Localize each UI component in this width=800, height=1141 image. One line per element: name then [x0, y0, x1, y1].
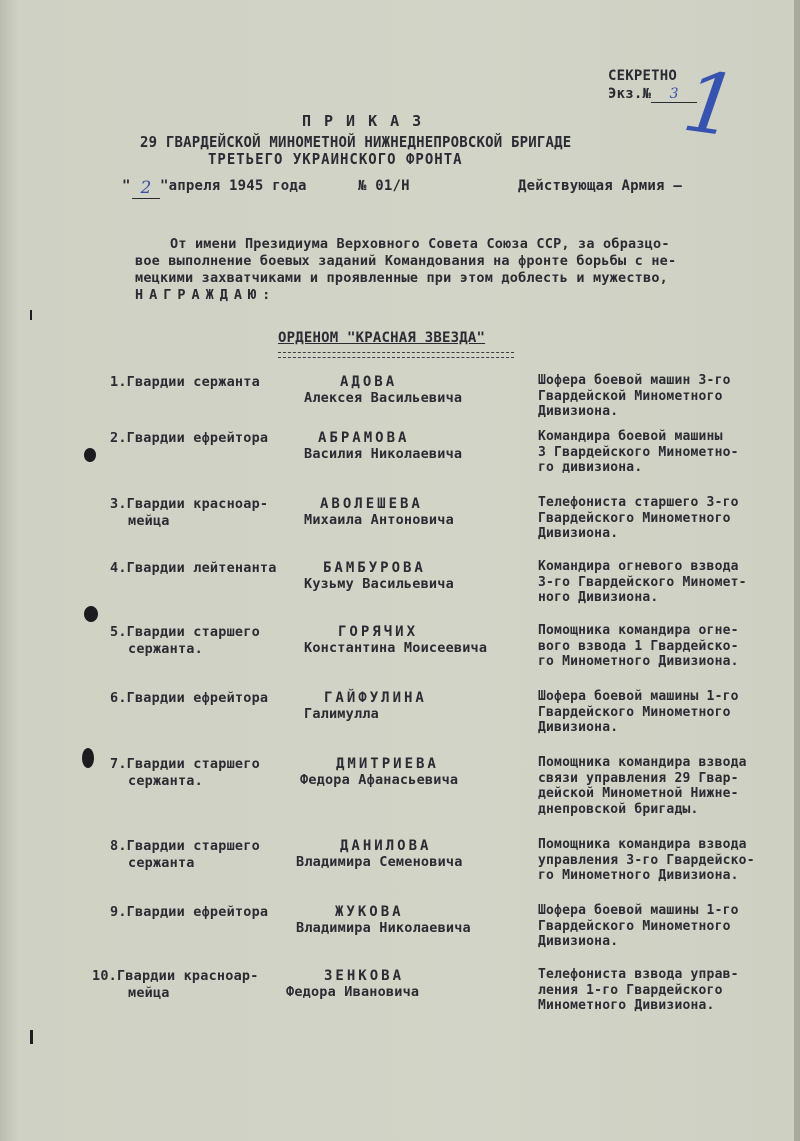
entry-given-name: Константина Моисеевича	[304, 640, 488, 656]
page-edge-shadow	[794, 0, 800, 1141]
entry-rank: сержанта.	[128, 641, 203, 657]
order-title: ПРИКАЗ	[302, 112, 435, 130]
entry-surname: АБРАМОВА	[318, 430, 410, 446]
entry-position: Шофера боевой машины 1-го Гвардейского Минометного Дивизиона.	[538, 903, 739, 949]
order-name-double-underline	[278, 352, 514, 358]
entry-surname: ЗЕНКОВА	[324, 968, 405, 984]
copy-label: Экз.№	[608, 86, 652, 102]
date-quote-open: "	[122, 178, 131, 194]
entry-position: Помощника командира огне- вого взвода 1 Гвардейско- го Минометного Дивизиона.	[538, 623, 739, 669]
entry-surname: ГОРЯЧИХ	[338, 624, 419, 640]
entry-rank: сержанта	[128, 855, 195, 871]
entry-rank: 10.Гвардии красноар-	[92, 968, 259, 984]
secret-label: СЕКРЕТНО	[608, 68, 678, 84]
entry-position: Телефониста взвода управ- ления 1-го Гвардейского Минометного Дивизиона.	[538, 967, 739, 1013]
award-word: НАГРАЖДАЮ:	[135, 287, 277, 303]
entry-rank: 6.Гвардии ефрейтора	[110, 690, 269, 706]
entry-rank: 5.Гвардии старшего	[110, 624, 260, 640]
entry-given-name: Василия Николаевича	[304, 446, 463, 462]
entry-rank: 9.Гвардии ефрейтора	[110, 904, 269, 920]
entry-rank: 8.Гвардии старшего	[110, 838, 260, 854]
copy-number: 3	[669, 86, 679, 102]
preamble-line-2: вое выполнение боевых заданий Командования на фронте борьбы с не-	[135, 253, 677, 269]
entry-rank: мейца	[128, 985, 170, 1001]
entry-rank: 1.Гвардии сержанта	[110, 374, 260, 390]
entry-given-name: Алексея Васильевича	[304, 390, 463, 406]
ink-blot	[84, 606, 98, 622]
entry-position: Шофера боевой машин 3-го Гвардейской Минометного Дивизиона.	[538, 373, 731, 419]
entry-surname: БАМБУРОВА	[323, 560, 426, 576]
entry-surname: АДОВА	[340, 374, 398, 390]
order-name: ОРДЕНОМ "КРАСНАЯ ЗВЕЗДА"	[278, 330, 486, 346]
entry-given-name: Владимира Семеновича	[296, 854, 463, 870]
entry-position: Телефониста старшего 3-го Гвардейского Минометного Дивизиона.	[538, 495, 739, 541]
entry-given-name: Федора Ивановича	[286, 984, 420, 1000]
entry-surname: ДМИТРИЕВА	[336, 756, 439, 772]
punch-mark	[30, 310, 32, 320]
order-number: № 01/Н	[358, 178, 410, 194]
preamble-line-1: От имени Президиума Верховного Совета Союза ССР, за образцо-	[170, 236, 670, 252]
date-day: 2	[140, 178, 152, 198]
preamble-line-3: мецкими захватчиками и проявленные при этом доблесть и мужество,	[135, 270, 668, 286]
entry-surname: ГАЙФУЛИНА	[324, 690, 427, 706]
entry-given-name: Федора Афанасьевича	[300, 772, 459, 788]
entry-given-name: Кузьму Васильевича	[304, 576, 454, 592]
date-month-year: "апреля 1945 года	[160, 178, 307, 194]
entry-rank: 2.Гвардии ефрейтора	[110, 430, 269, 446]
entry-given-name: Владимира Николаевича	[296, 920, 471, 936]
entry-rank: 4.Гвардии лейтенанта	[110, 560, 277, 576]
entry-position: Помощника командира взвода управления 3-го Гвардейско- го Минометного Дивизиона.	[538, 837, 755, 883]
punch-mark	[30, 1030, 33, 1044]
entry-rank: сержанта.	[128, 773, 203, 789]
date-day-field	[132, 178, 160, 199]
entry-position: Помощника командира взвода связи управления 29 Гвар- дейской Минометной Нижне- днепровской бригады.	[538, 755, 747, 817]
brigade-name: 29 ГВАРДЕЙСКОЙ МИНОМЕТНОЙ НИЖНЕДНЕПРОВСКОЙ БРИГАДЕ	[140, 134, 572, 152]
front-name: ТРЕТЬЕГО УКРАИНСКОГО ФРОНТА	[208, 151, 463, 169]
entry-position: Командира боевой машины 3 Гвардейского Минометно- го дивизиона.	[538, 429, 739, 475]
entry-position: Шофера боевой машины 1-го Гвардейского Минометного Дивизиона.	[538, 689, 739, 735]
place-label: Действующая Армия —	[518, 178, 682, 194]
entry-surname: ЖУКОВА	[335, 904, 404, 920]
entry-surname: АВОЛЕШЕВА	[320, 496, 423, 512]
handwritten-page-number: 1	[677, 51, 745, 157]
entry-surname: ДАНИЛОВА	[340, 838, 432, 854]
entry-rank: 7.Гвардии старшего	[110, 756, 260, 772]
entry-rank: мейца	[128, 513, 170, 529]
entry-position: Командира огневого взвода 3-го Гвардейского Миномет- ного Дивизиона.	[538, 559, 747, 605]
entry-given-name: Михаила Антоновича	[304, 512, 454, 528]
ink-blot	[82, 748, 94, 768]
entry-given-name: Галимулла	[304, 706, 379, 722]
ink-blot	[84, 448, 96, 462]
entry-rank: 3.Гвардии красноар-	[110, 496, 269, 512]
